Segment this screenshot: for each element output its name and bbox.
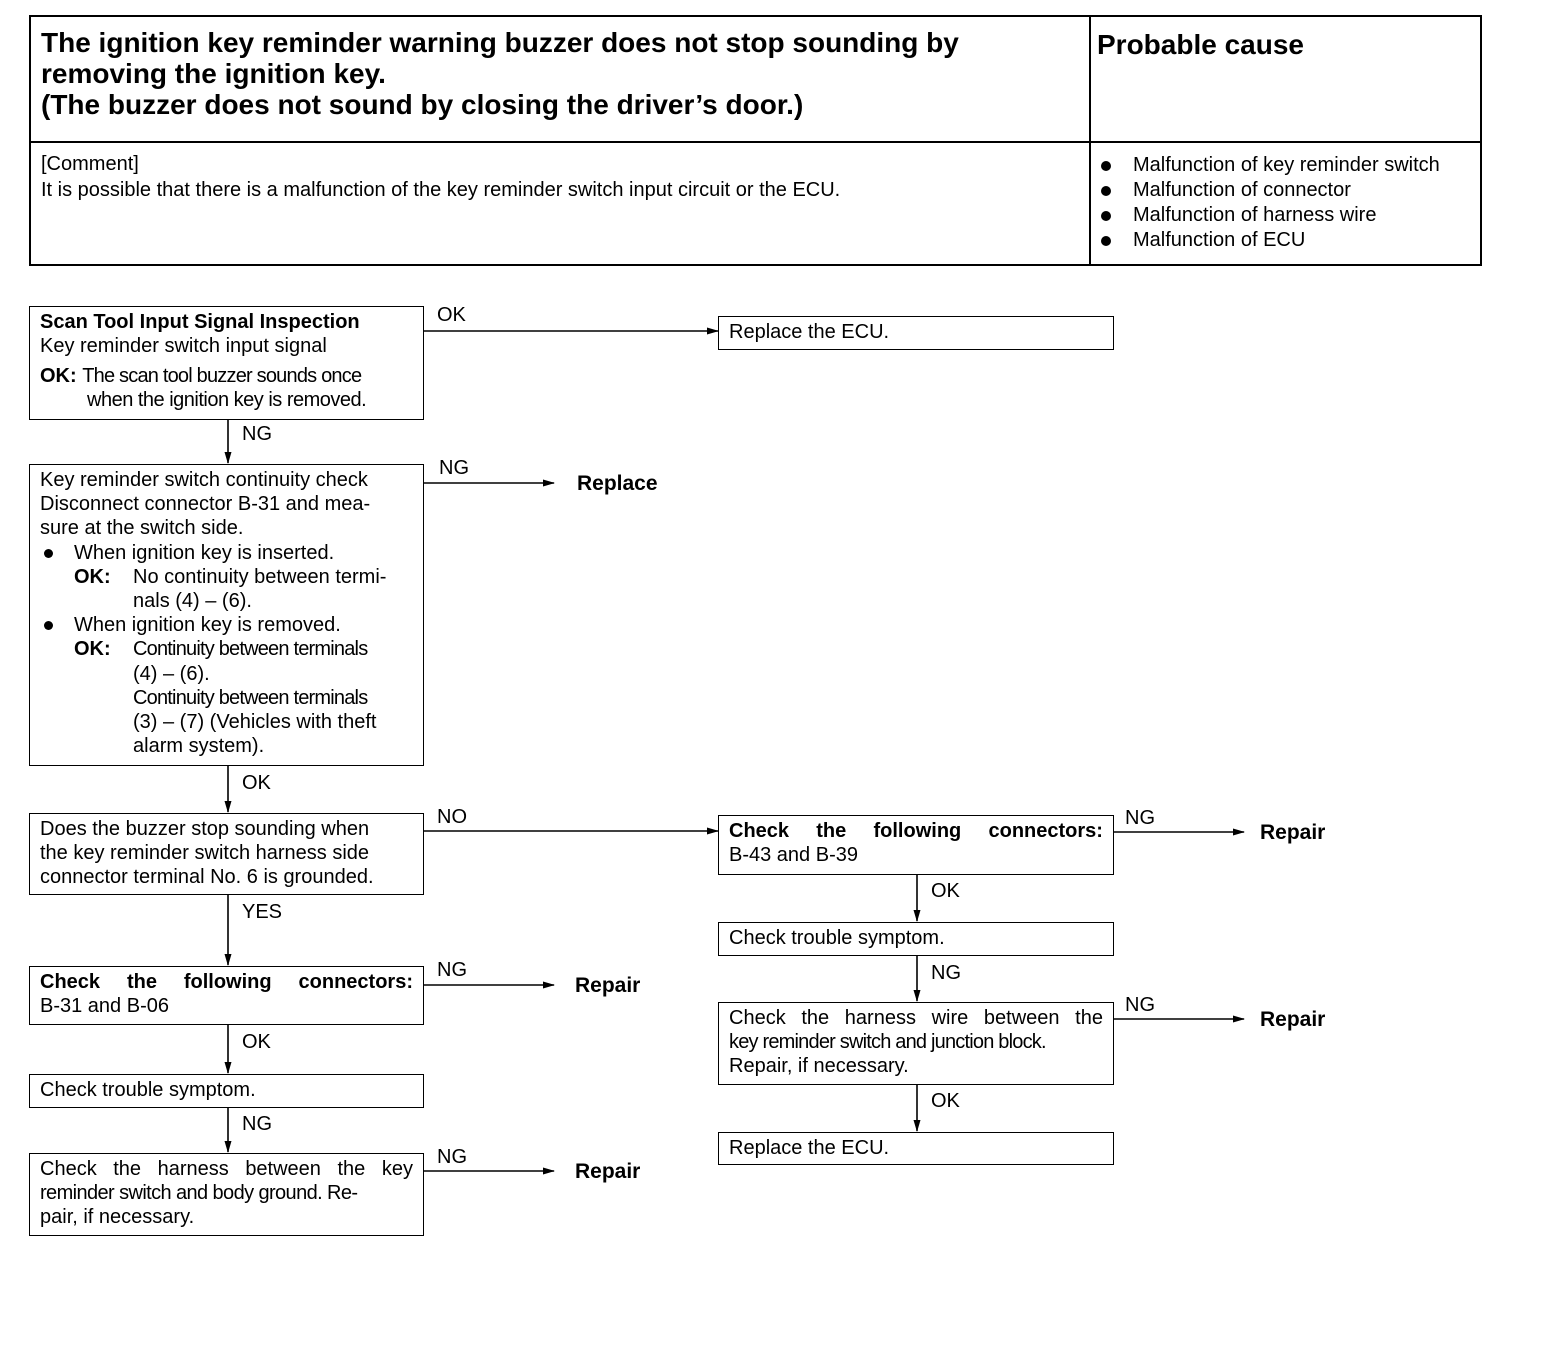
ok-label: OK:	[74, 565, 111, 588]
box-line: reminder switch and body ground. Re-	[40, 1182, 358, 1204]
title-word: connectors:	[988, 820, 1103, 842]
ok-text: alarm system).	[133, 735, 265, 758]
box-line: B-31 and B-06	[40, 995, 169, 1017]
title-word: the	[126, 971, 157, 993]
connector-check-box	[718, 815, 1114, 875]
ok-line	[40, 565, 413, 589]
title-word: following	[873, 820, 962, 842]
box-line: Check trouble symptom.	[40, 1079, 256, 1101]
ok-text: Continuity between terminals	[133, 686, 368, 709]
word: between	[245, 1158, 321, 1180]
ok-text: (4) – (6).	[133, 662, 210, 685]
probable-cause-title: Probable cause	[1097, 29, 1304, 60]
title-word: the	[816, 820, 847, 842]
label-ok: OK	[931, 1090, 960, 1112]
connector-check-box	[29, 966, 424, 1025]
box-line: sure at the switch side.	[40, 517, 244, 540]
box-title	[729, 819, 1103, 843]
comment-label: [Comment]	[41, 153, 139, 175]
cause-item: Malfunction of key reminder switch	[1097, 153, 1440, 178]
symptom-title-line: (The buzzer does not sound by closing the driver’s door.)	[41, 89, 804, 120]
result-repair: Repair	[1260, 821, 1326, 844]
result-repair: Repair	[575, 1160, 641, 1183]
harness-junction-check-box	[718, 1002, 1114, 1085]
box-line: connector terminal No. 6 is grounded.	[40, 866, 374, 888]
word: Check	[40, 1158, 97, 1180]
title-word: connectors:	[298, 971, 413, 993]
box-line: the key reminder switch harness side	[40, 842, 370, 864]
ok-text: when the ignition key is removed.	[87, 389, 367, 411]
label-ok: OK	[437, 304, 466, 326]
symptom-title-line: removing the ignition key.	[41, 58, 386, 89]
trouble-symptom-box	[718, 922, 1114, 956]
bullet-line: When ignition key is removed.	[40, 613, 413, 637]
title-word: Check	[40, 971, 101, 993]
cause-item: Malfunction of ECU	[1097, 228, 1440, 253]
trouble-symptom-box	[29, 1074, 424, 1108]
word: the	[1075, 1007, 1103, 1029]
ok-text: Continuity between terminals	[133, 638, 368, 661]
box-line: Repair, if necessary.	[729, 1055, 909, 1077]
box-line: Key reminder switch input signal	[40, 335, 327, 357]
label-ng: NG	[437, 959, 467, 981]
ok-text: The scan tool buzzer sounds once	[82, 365, 362, 387]
box-line: B-43 and B-39	[729, 844, 858, 866]
box-line: key reminder switch and junction block.	[729, 1031, 1046, 1053]
result-repair: Repair	[1260, 1008, 1326, 1031]
box-title: Scan Tool Input Signal Inspection	[40, 311, 360, 333]
label-ng: NG	[931, 962, 961, 984]
box-line: Disconnect connector B-31 and mea-	[40, 493, 371, 516]
word: key	[381, 1158, 413, 1180]
title-word: following	[183, 971, 272, 993]
harness-ground-check-box	[29, 1153, 424, 1236]
word: harness	[157, 1158, 229, 1180]
box-ok-line	[40, 364, 413, 388]
ok-text: No continuity between termi-	[133, 565, 387, 588]
label-ok: OK	[242, 1031, 271, 1053]
scan-tool-inspection-box	[29, 306, 424, 420]
word: wire	[931, 1007, 969, 1029]
ok-line	[40, 637, 413, 661]
box-line	[729, 1006, 1103, 1030]
box-line: Replace the ECU.	[729, 321, 890, 343]
label-ok: OK	[931, 880, 960, 902]
label-yes: YES	[242, 901, 283, 923]
word: between	[983, 1007, 1060, 1029]
word: Check	[729, 1007, 786, 1029]
label-no: NO	[437, 806, 467, 828]
label-ng: NG	[437, 1146, 467, 1168]
result-replace: Replace	[577, 472, 658, 495]
cause-item: Malfunction of harness wire	[1097, 203, 1440, 228]
label-ng: NG	[439, 457, 469, 479]
label-ng: NG	[1125, 994, 1155, 1016]
label-ng: NG	[1125, 807, 1155, 829]
title-word: Check	[729, 820, 790, 842]
replace-ecu-box	[718, 1132, 1114, 1165]
box-line: Key reminder switch continuity check	[40, 469, 368, 491]
box-line: pair, if necessary.	[40, 1206, 195, 1228]
word: the	[801, 1007, 830, 1029]
label-ng: NG	[242, 423, 272, 445]
ok-text: nals (4) – (6).	[133, 590, 252, 613]
word: the	[113, 1158, 142, 1180]
ok-text: (3) – (7) (Vehicles with theft	[133, 711, 377, 734]
continuity-check-box	[29, 464, 424, 766]
symptom-title-line: The ignition key reminder warning buzzer does not stop sounding by	[41, 27, 959, 58]
box-line: Replace the ECU.	[729, 1137, 890, 1159]
label-ok: OK	[242, 772, 271, 794]
box-line	[40, 1157, 413, 1181]
replace-ecu-box	[718, 316, 1114, 350]
ok-label: OK:	[74, 638, 111, 661]
ok-label: OK:	[40, 365, 77, 387]
box-line: Does the buzzer stop sounding when	[40, 818, 370, 840]
comment-text: It is possible that there is a malfunction of the key reminder switch input circuit or the ECU.	[41, 179, 841, 201]
word: the	[337, 1158, 366, 1180]
bullet-line: When ignition key is inserted.	[40, 541, 413, 565]
word: harness	[844, 1007, 916, 1029]
cause-item: Malfunction of connector	[1097, 178, 1440, 203]
buzzer-ground-test-box	[29, 813, 424, 895]
label-ng: NG	[242, 1113, 272, 1135]
box-line: Check trouble symptom.	[729, 927, 945, 949]
box-title	[40, 970, 413, 994]
result-repair: Repair	[575, 974, 641, 997]
